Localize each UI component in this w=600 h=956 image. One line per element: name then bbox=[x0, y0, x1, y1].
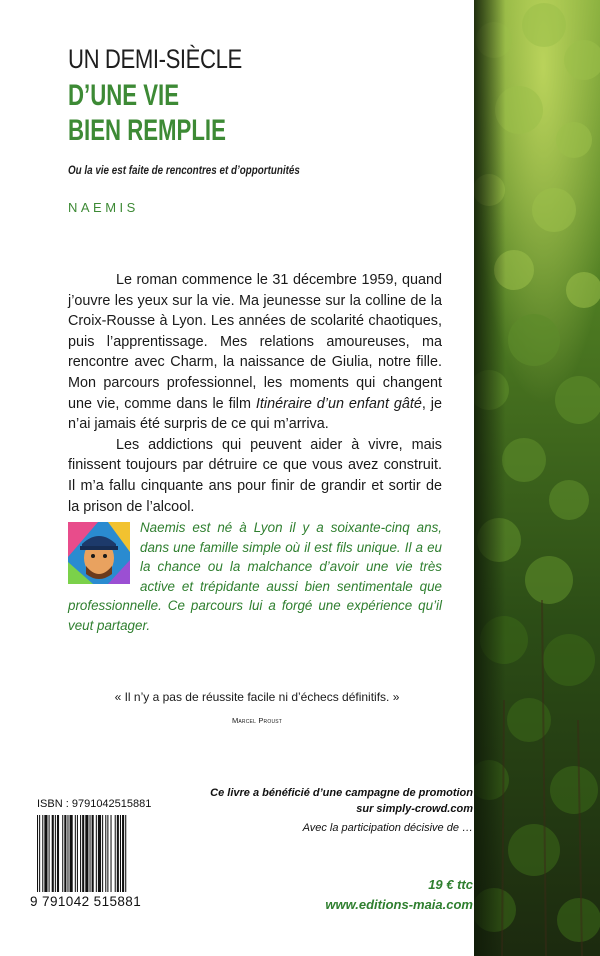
synopsis-text-1b: , je n’ai jamais été surpris de ce qui m’arriva. bbox=[68, 395, 442, 433]
title-line-1: UN DEMI-SIÈCLE bbox=[68, 44, 242, 74]
quote-text: « Il n’y a pas de réussite facile ni d’échecs définitifs. » bbox=[114, 690, 400, 704]
publisher-website: www.editions-maia.com bbox=[325, 897, 473, 912]
forest-image bbox=[474, 0, 600, 956]
author-name: NAEMIS bbox=[68, 200, 139, 215]
barcode-digits: 9 791042 515881 bbox=[30, 894, 142, 909]
synopsis bbox=[68, 270, 442, 517]
participation-note: Avec la participation décisive de … bbox=[302, 822, 473, 834]
quote-author: Marcel Proust bbox=[231, 716, 283, 725]
author-bio: Naemis est né à Lyon il y a soixante-cinq ans, dans une famille simple où il est fils unique. Il a eu la chance ou la malchance d’avoir une vie très active et trépidante aussi bien sentimentale que professionnelle. Ce parcours lui a forgé une expérience qu’il veut partager. bbox=[68, 520, 442, 633]
film-title: Itinéraire d’un enfant gâté bbox=[255, 395, 422, 412]
forest-photo bbox=[474, 0, 600, 956]
subtitle: Ou la vie est faite de rencontres et d’opportunités bbox=[68, 163, 300, 177]
promo-note bbox=[210, 785, 473, 817]
synopsis-paragraph-2: Les addictions qui peuvent aider à vivre, mais finissent toujours par détruire ce que vous avez construit. Il m’a fallu cinquante ans pour finir de grandir et sortir de la prison de l’alcool. bbox=[68, 436, 442, 515]
title-line-2: D’UNE VIE bbox=[68, 79, 180, 112]
price: 19 € ttc bbox=[428, 877, 473, 892]
title-line-3: BIEN REMPLIE bbox=[68, 114, 226, 147]
promo-line-1: Ce livre a bénéficié d’une campagne de promotion bbox=[210, 787, 473, 799]
isbn-label: ISBN : 9791042515881 bbox=[37, 798, 152, 810]
synopsis-text-1a: Le roman commence le 31 décembre 1959, quand j’ouvre les yeux sur la vie. Ma jeunesse sur la colline de la Croix-Rousse à Lyon. Les années de scolarité chaotiques, puis l’apprentissage. Mes relations amoureuses, ma rencontre avec Charm, la naissance de Giulia, notre fille. Mon parcours professionnel, les moments qui changent une vie, comme dans le film bbox=[68, 272, 442, 412]
isbn-barcode bbox=[36, 815, 158, 892]
synopsis-paragraph-1 bbox=[68, 270, 442, 435]
promo-line-2: sur simply-crowd.com bbox=[356, 803, 473, 815]
title-main bbox=[68, 78, 226, 148]
